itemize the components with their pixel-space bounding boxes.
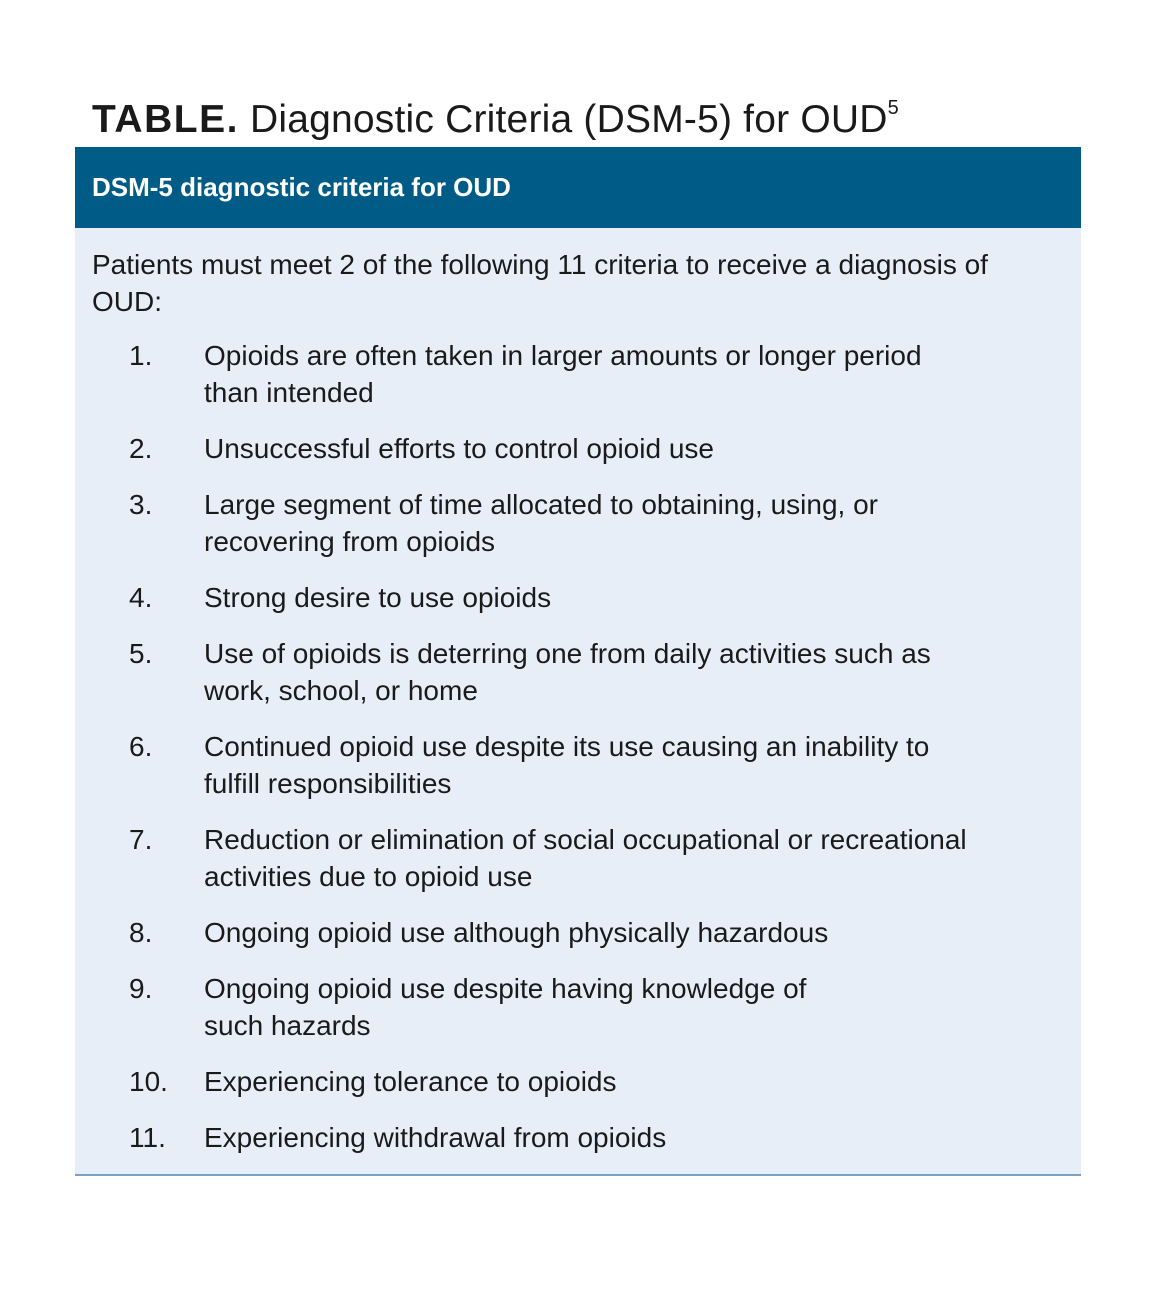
criterion-number: 3.	[129, 489, 153, 520]
list-item	[129, 1119, 1079, 1156]
table-header: DSM-5 diagnostic criteria for OUD	[75, 147, 1081, 228]
list-item	[129, 914, 1079, 951]
criterion-text: Large segment of time allocated to obtaining, using, or recovering from opioids	[204, 489, 878, 557]
list-item	[129, 337, 1079, 411]
criterion-text: Reduction or elimination of social occupational or recreational activities due to opioid use	[204, 824, 967, 892]
criterion-number: 9.	[129, 973, 153, 1004]
list-item	[129, 579, 1079, 616]
criterion-number: 7.	[129, 824, 153, 855]
list-item	[129, 970, 1079, 1044]
criterion-number: 11.	[129, 1122, 166, 1153]
list-item	[129, 430, 1079, 467]
title-text: Diagnostic Criteria (DSM-5) for OUD	[249, 98, 888, 141]
criterion-text: Ongoing opioid use although physically hazardous	[204, 917, 829, 948]
criteria-list	[129, 337, 1079, 1175]
criterion-text: Opioids are often taken in larger amounts or longer period than intended	[204, 340, 922, 408]
criterion-number: 2.	[129, 433, 153, 464]
criterion-text: Experiencing tolerance to opioids	[204, 1066, 617, 1097]
criterion-number: 1.	[129, 340, 153, 371]
criterion-text: Unsuccessful efforts to control opioid use	[204, 433, 714, 464]
criterion-number: 6.	[129, 731, 153, 762]
criterion-number: 5.	[129, 638, 153, 669]
table-title	[92, 88, 899, 144]
criterion-number: 10.	[129, 1066, 168, 1097]
table-intro: Patients must meet 2 of the following 11 criteria to receive a diagnosis of OUD:	[92, 249, 988, 317]
criterion-number: 4.	[129, 582, 153, 613]
list-item	[129, 821, 1079, 895]
list-item	[129, 1063, 1079, 1100]
list-item	[129, 728, 1079, 802]
list-item	[129, 486, 1079, 560]
criterion-text: Continued opioid use despite its use causing an inability to fulfill responsibilities	[204, 731, 930, 799]
criterion-text: Experiencing withdrawal from opioids	[204, 1122, 667, 1153]
criteria-table	[75, 147, 1081, 1176]
criterion-number: 8.	[129, 917, 153, 948]
list-item	[129, 635, 1079, 709]
criterion-text: Strong desire to use opioids	[204, 582, 552, 613]
criterion-text: Ongoing opioid use despite having knowledge of such hazards	[204, 973, 807, 1041]
title-reference: 5	[887, 97, 899, 119]
criterion-text: Use of opioids is deterring one from daily activities such as work, school, or home	[204, 638, 931, 706]
title-label: TABLE.	[92, 98, 239, 141]
